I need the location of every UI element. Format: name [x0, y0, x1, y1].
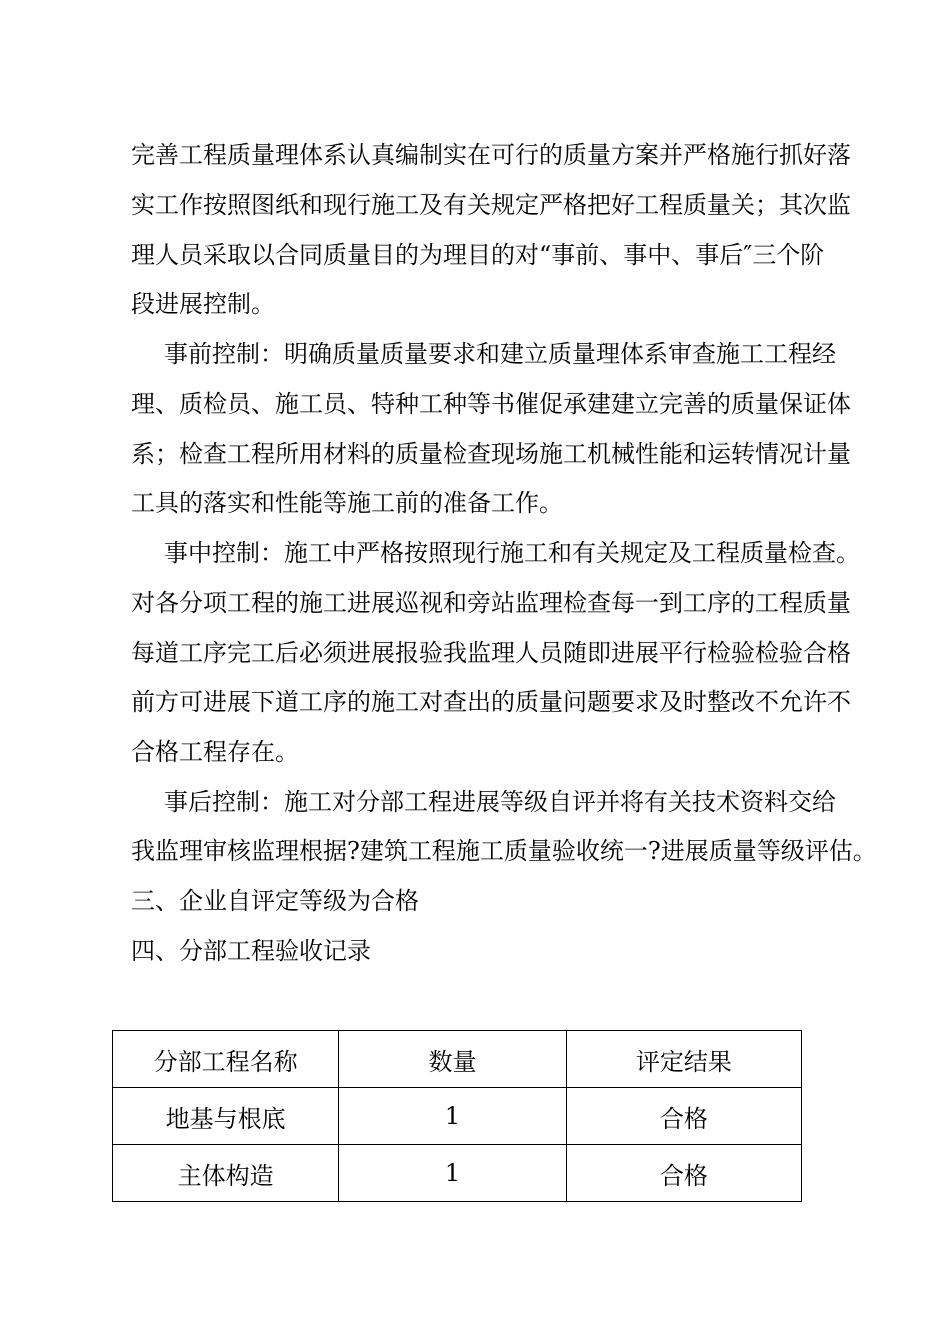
table-row: [113, 1088, 802, 1145]
paragraph-line: 系；检查工程所用材料的质量检查现场施工机械性能和运转情况计量: [131, 440, 851, 468]
paragraph-line: 我监理审核监理根据?建筑工程施工质量验收统一?进展质量等级评估。: [131, 837, 877, 865]
table-cell: 合格: [566, 1145, 801, 1202]
paragraph-line: 前方可进展下道工序的施工对查出的质量问题要求及时整改不允许不: [131, 688, 851, 716]
table-cell: 合格: [566, 1088, 801, 1145]
paragraph-line: 工具的落实和性能等施工前的准备工作。: [131, 489, 563, 517]
paragraph-line: 对各分项工程的施工进展巡视和旁站监理检查每一到工序的工程质量: [131, 589, 851, 617]
paragraph-line: 理人员采取以合同质量目的为理目的对“事前、事中、事后″三个阶: [131, 241, 825, 269]
table-header-cell: 评定结果: [566, 1031, 801, 1088]
paragraph-line: 事中控制：施工中严格按照现行施工和有关规定及工程质量检查。: [164, 539, 860, 567]
paragraph-line: 合格工程存在。: [131, 738, 299, 766]
paragraph-line: 理、质检员、施工员、特种工种等书催促承建建立完善的质量保证体: [131, 390, 851, 418]
paragraph-line: 实工作按照图纸和现行施工及有关规定严格把好工程质量关；其次监: [131, 191, 851, 219]
acceptance-record-table: [112, 1030, 802, 1202]
section-heading-4: 四、分部工程验收记录: [131, 937, 371, 965]
paragraph-line: 每道工序完工后必须进展报验我监理人员随即进展平行检验检验合格: [131, 639, 851, 667]
table-cell: 主体构造: [113, 1145, 339, 1202]
table-cell: 地基与根底: [113, 1088, 339, 1145]
table-header-cell: 数量: [339, 1031, 566, 1088]
table-header-cell: 分部工程名称: [113, 1031, 339, 1088]
table-cell: 1: [339, 1145, 566, 1202]
table-cell: 1: [339, 1088, 566, 1145]
paragraph-line: 完善工程质量理体系认真编制实在可行的质量方案并严格施行抓好落: [131, 141, 851, 169]
table-row: [113, 1145, 802, 1202]
paragraph-line: 事后控制：施工对分部工程进展等级自评并将有关技术资料交给: [164, 788, 836, 816]
section-heading-3: 三、企业自评定等级为合格: [131, 887, 419, 915]
table-header-row: [113, 1031, 802, 1088]
paragraph-line: 段进展控制。: [131, 290, 275, 318]
paragraph-line: 事前控制：明确质量质量要求和建立质量理体系审查施工工程经: [164, 340, 836, 368]
